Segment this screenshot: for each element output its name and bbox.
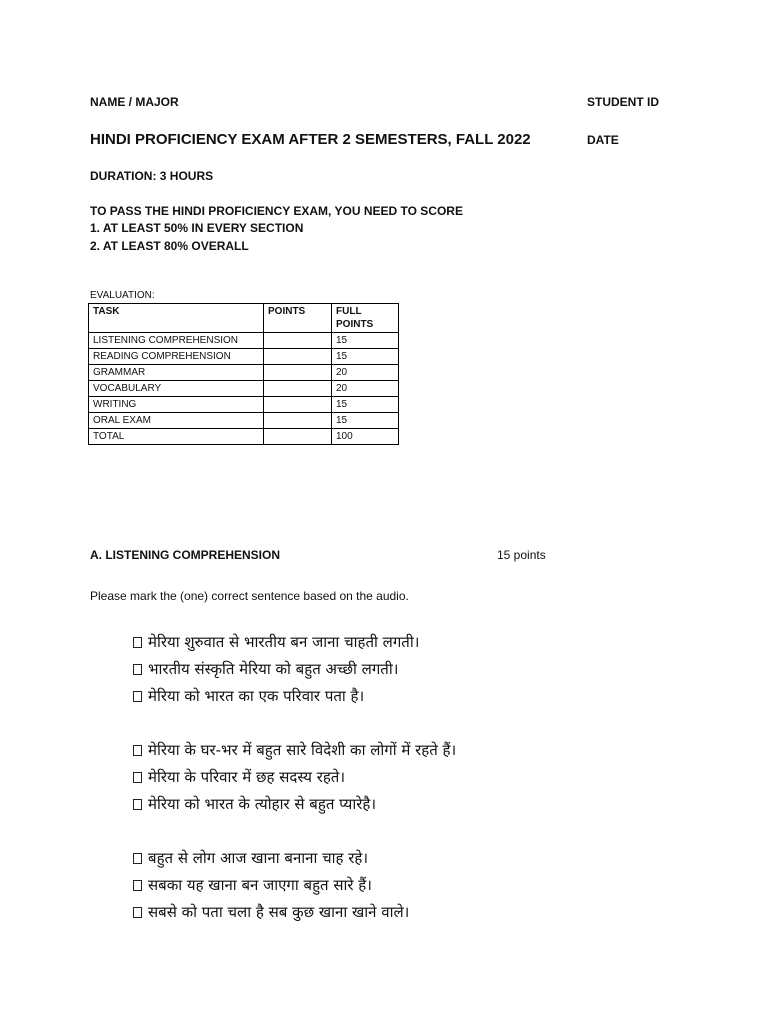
option-group-2 <box>133 737 456 818</box>
pass-intro: TO PASS THE HINDI PROFICIENCY EXAM, YOU NEED TO SCORE <box>90 204 463 218</box>
section-a-instruction: Please mark the (one) correct sentence based on the audio. <box>90 589 409 603</box>
evaluation-label: EVALUATION: <box>90 290 155 301</box>
option-text: मेरिया को भारत का एक परिवार पता है। <box>148 687 365 705</box>
pass-rule-1: 1. AT LEAST 50% IN EVERY SECTION <box>90 221 304 235</box>
name-major-label: NAME / MAJOR <box>90 95 179 109</box>
checkbox[interactable] <box>133 880 142 891</box>
option-text: सबसे को पता चला है सब कुछ खाना खाने वाले। <box>148 903 410 921</box>
answer-option[interactable] <box>133 899 409 926</box>
table-row <box>89 333 399 349</box>
option-text: मेरिया को भारत के त्योहार से बहुत प्यारेहै। <box>148 795 377 813</box>
task-cell: ORAL EXAM <box>89 413 264 429</box>
option-group-1 <box>133 629 419 710</box>
points-cell[interactable] <box>264 333 332 349</box>
exam-title: HINDI PROFICIENCY EXAM AFTER 2 SEMESTERS, FALL 2022 <box>90 131 531 148</box>
header-full-points <box>332 304 399 333</box>
student-id-label: STUDENT ID <box>587 95 659 109</box>
checkbox[interactable] <box>133 637 142 648</box>
full-points-cell: 20 <box>332 381 399 397</box>
full-points-cell: 15 <box>332 413 399 429</box>
table-row <box>89 413 399 429</box>
table-header-row <box>89 304 399 333</box>
option-text: मेरिया शुरुवात से भारतीय बन जाना चाहती लगती। <box>148 633 420 651</box>
answer-option[interactable] <box>133 629 419 656</box>
answer-option[interactable] <box>133 656 419 683</box>
header-full: FULL <box>336 306 362 317</box>
option-text: मेरिया के घर-भर में बहुत सारे विदेशी का लोगों में रहते हैं। <box>148 741 457 759</box>
points-cell[interactable] <box>264 365 332 381</box>
full-points-cell: 15 <box>332 397 399 413</box>
answer-option[interactable] <box>133 683 419 710</box>
full-points-cell: 15 <box>332 333 399 349</box>
table-row <box>89 365 399 381</box>
duration-text: DURATION: 3 HOURS <box>90 169 214 183</box>
points-cell[interactable] <box>264 397 332 413</box>
task-cell: TOTAL <box>89 429 264 445</box>
task-cell: READING COMPREHENSION <box>89 349 264 365</box>
points-cell[interactable] <box>264 381 332 397</box>
full-points-cell: 100 <box>332 429 399 445</box>
checkbox[interactable] <box>133 772 142 783</box>
table-row <box>89 397 399 413</box>
table-row <box>89 381 399 397</box>
checkbox[interactable] <box>133 799 142 810</box>
task-cell: LISTENING COMPREHENSION <box>89 333 264 349</box>
answer-option[interactable] <box>133 764 456 791</box>
checkbox[interactable] <box>133 664 142 675</box>
option-text: बहुत से लोग आज खाना बनाना चाह रहे। <box>148 849 369 867</box>
header-full-points-word: POINTS <box>336 319 374 330</box>
checkbox[interactable] <box>133 853 142 864</box>
header-task: TASK <box>89 304 264 333</box>
answer-option[interactable] <box>133 791 456 818</box>
task-cell: GRAMMAR <box>89 365 264 381</box>
full-points-cell: 15 <box>332 349 399 365</box>
header-points: POINTS <box>264 304 332 333</box>
full-points-cell: 20 <box>332 365 399 381</box>
checkbox[interactable] <box>133 745 142 756</box>
task-cell: VOCABULARY <box>89 381 264 397</box>
answer-option[interactable] <box>133 737 456 764</box>
answer-option[interactable] <box>133 845 409 872</box>
points-cell[interactable] <box>264 413 332 429</box>
date-label: DATE <box>587 133 619 147</box>
section-a-points: 15 points <box>497 548 546 562</box>
evaluation-table <box>88 303 399 445</box>
table-row <box>89 349 399 365</box>
option-text: सबका यह खाना बन जाएगा बहुत सारे हैं। <box>148 876 372 894</box>
option-text: मेरिया के परिवार में छह सदस्य रहते। <box>148 768 346 786</box>
task-cell: WRITING <box>89 397 264 413</box>
answer-option[interactable] <box>133 872 409 899</box>
points-cell[interactable] <box>264 349 332 365</box>
option-text: भारतीय संस्कृति मेरिया को बहुत अच्छी लगती। <box>148 660 399 678</box>
checkbox[interactable] <box>133 691 142 702</box>
points-cell[interactable] <box>264 429 332 445</box>
section-a-title: A. LISTENING COMPREHENSION <box>90 548 281 562</box>
table-row <box>89 429 399 445</box>
checkbox[interactable] <box>133 907 142 918</box>
option-group-3 <box>133 845 409 926</box>
pass-rule-2: 2. AT LEAST 80% OVERALL <box>90 239 249 253</box>
